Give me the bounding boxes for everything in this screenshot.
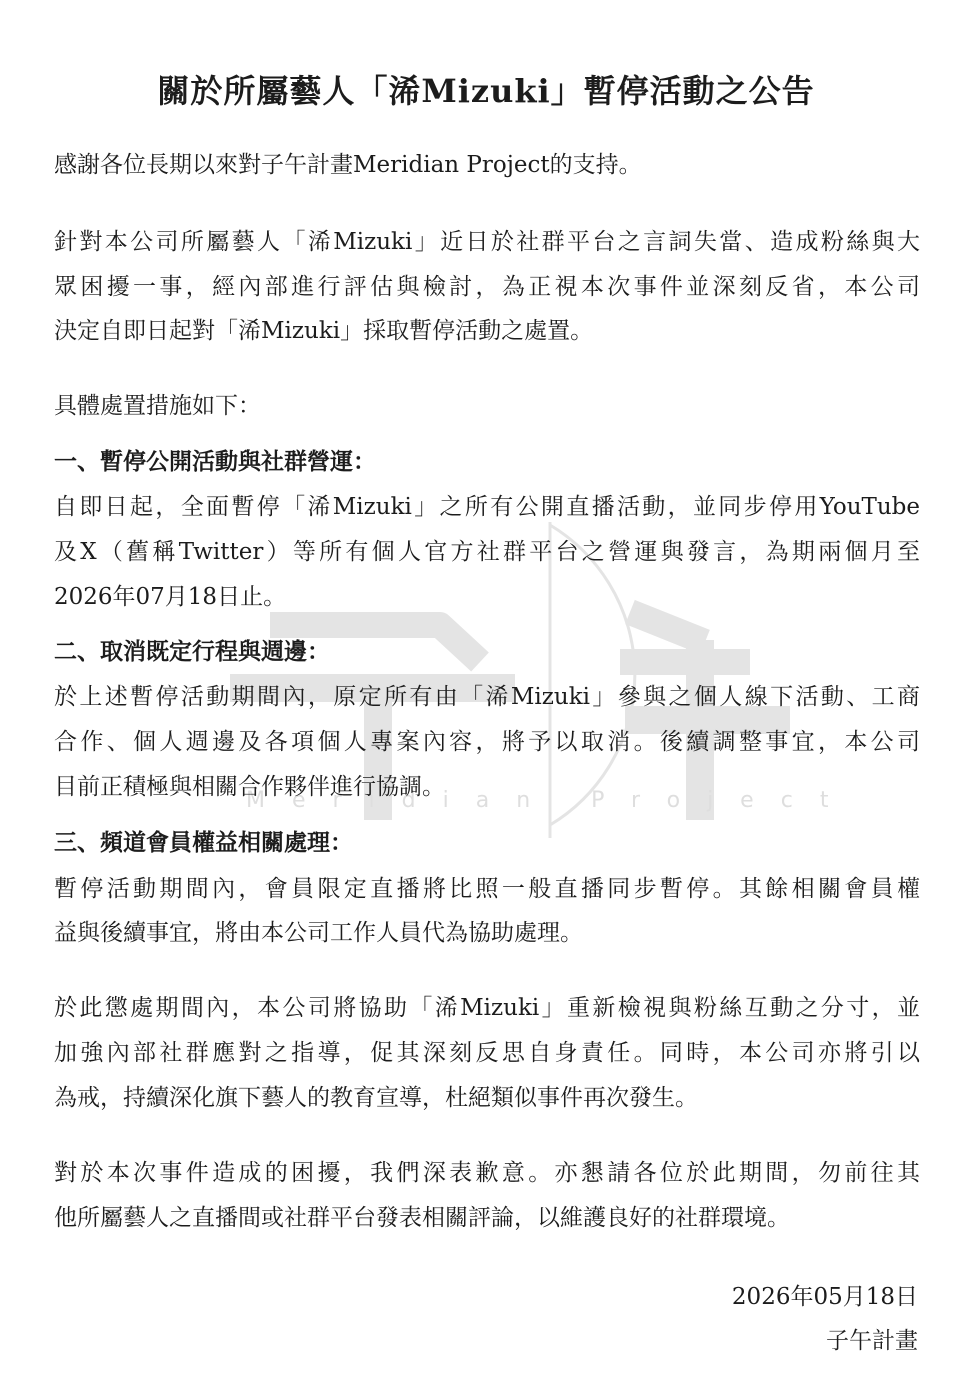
section-2-line-3: 目前正積極與相關合作夥伴進行協調。: [54, 774, 445, 800]
section-2-heading: 二、取消既定行程與週邊：: [54, 638, 330, 665]
section-3-heading: 三、頻道會員權益相關處理：: [54, 829, 353, 856]
apology-line-2: 他所屬藝人之直播間或社群平台發表相關評論，以維護良好的社群環境。: [54, 1205, 790, 1231]
intro-paragraph: 感謝各位長期以來對子午計畫Meridian Project的支持。: [54, 152, 642, 178]
follow-up-line-3: 為戒，持續深化旗下藝人的教育宣導，杜絕類似事件再次發生。: [54, 1085, 698, 1111]
section-1-line-2: 及X（舊稱Twitter）等所有個人官方社群平台之營運與發言，為期兩個月至: [54, 539, 920, 565]
section-1-line-1: 自即日起，全面暫停「浠Mizuki」之所有公開直播活動，並同步停用YouTube: [54, 494, 920, 520]
follow-up-line-2: 加強內部社群應對之指導，促其深刻反思自身責任。同時，本公司亦將引以: [54, 1040, 920, 1066]
decision-line-2: 眾困擾一事，經內部進行評估與檢討，為正視本次事件並深刻反省，本公司: [54, 274, 920, 300]
section-2-line-2: 合作、個人週邊及各項個人專案內容，將予以取消。後續調整事宜，本公司: [54, 729, 920, 755]
measures-intro: 具體處置措施如下：: [54, 393, 261, 419]
section-1-heading: 一、暫停公開活動與社群營運：: [54, 448, 376, 475]
section-1-line-3: 2026年07月18日止。: [54, 584, 287, 610]
page-title: 關於所屬藝人「浠Mizuki」暫停活動之公告: [157, 72, 815, 110]
section-2-line-1: 於上述暫停活動期間內，原定所有由「浠Mizuki」參與之個人線下活動、工商: [54, 684, 920, 710]
decision-line-1: 針對本公司所屬藝人「浠Mizuki」近日於社群平台之言詞失當、造成粉絲與大: [54, 229, 920, 255]
announcement-date: 2026年05月18日: [731, 1284, 918, 1310]
section-3-line-2: 益與後續事宜，將由本公司工作人員代為協助處理。: [54, 920, 583, 946]
apology-line-1: 對於本次事件造成的困擾，我們深表歉意。亦懇請各位於此期間，勿前往其: [54, 1160, 920, 1186]
follow-up-line-1: 於此懲處期間內，本公司將協助「浠Mizuki」重新檢視與粉絲互動之分寸，並: [54, 995, 920, 1021]
watermark-text: Meridian Project: [246, 788, 856, 813]
signature: 子午計畫: [826, 1328, 918, 1354]
section-3-line-1: 暫停活動期間內，會員限定直播將比照一般直播同步暫停。其餘相關會員權: [54, 876, 920, 902]
decision-line-3: 決定自即日起對「浠Mizuki」採取暫停活動之處置。: [54, 318, 594, 344]
